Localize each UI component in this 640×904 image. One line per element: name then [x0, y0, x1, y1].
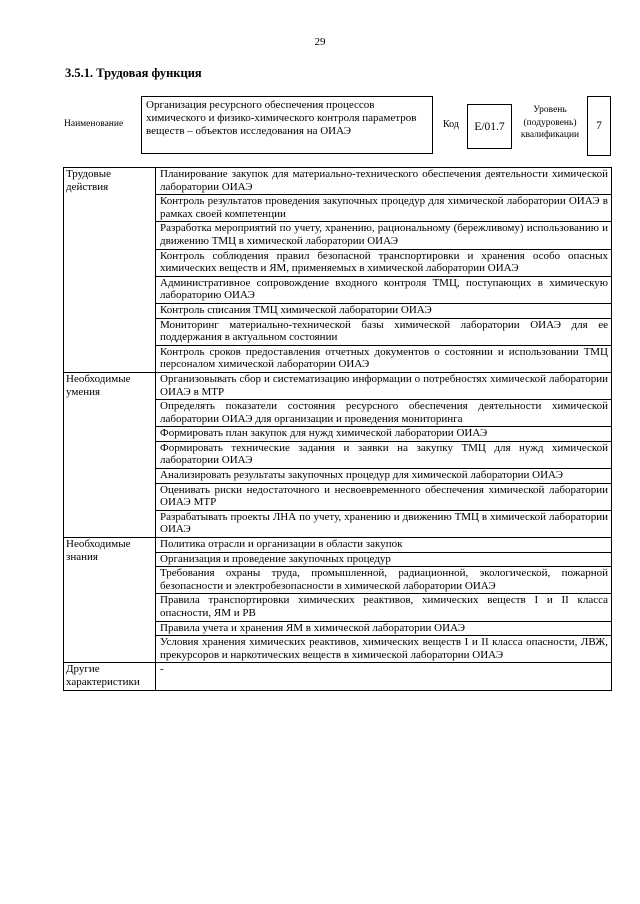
item-cell: Разрабатывать проекты ЛНА по учету, хранению и движению ТМЦ в химической лаборатории ОИАЭ — [156, 510, 612, 537]
table-row — [64, 663, 612, 690]
item-cell: Требования охраны труда, промышленной, радиационной, экологической, пожарной безопасности и электробезопасности в химической лаборатории ОИАЭ — [156, 567, 612, 594]
item-cell: Определять показатели состояния ресурсного обеспечения деятельности химической лаборатории ОИАЭ для организации и проведения мониторинга — [156, 400, 612, 427]
item-cell: Формировать план закупок для нужд химической лаборатории ОИАЭ — [156, 427, 612, 442]
page-number: 29 — [314, 36, 326, 48]
qualification-level-box: 7 — [587, 96, 611, 156]
item-cell: Организовывать сбор и систематизацию информации о потребностях химической лаборатории ОИАЭ в МТР — [156, 372, 612, 399]
code-label: Код — [443, 119, 459, 130]
qualification-level-label: Уровень (подуровень) квалификации — [520, 105, 580, 140]
table-row — [64, 168, 612, 195]
item-cell: Условия хранения химических реактивов, химических веществ I и II класса опасности, ЛВЖ, прекурсоров и наркотических веществ в химической лаборатории ОИАЭ — [156, 636, 612, 663]
item-cell: Контроль результатов проведения закупочных процедур для химической лаборатории ОИАЭ в рамках своей компетенции — [156, 195, 612, 222]
item-cell: Контроль соблюдения правил безопасной транспортировки и хранения особо опасных химических веществ и ЯМ, применяемых в химической лаборатории ОИАЭ — [156, 249, 612, 276]
item-cell: Формировать технические задания и заявки на закупку ТМЦ для нужд химической лаборатории ОИАЭ — [156, 441, 612, 468]
category-cell: Необходимые знания — [64, 538, 156, 663]
category-cell: Трудовые действия — [64, 168, 156, 373]
item-cell: Контроль сроков предоставления отчетных документов о состоянии и использовании ТМЦ персоналом химической лаборатории ОИАЭ — [156, 345, 612, 372]
item-cell: Мониторинг материально-технической базы химической лаборатории ОИАЭ для ее поддержания в актуальном состоянии — [156, 318, 612, 345]
item-cell: Политика отрасли и организации в области закупок — [156, 538, 612, 553]
item-cell: Организация и проведение закупочных процедур — [156, 552, 612, 567]
item-cell: Правила транспортировки химических реактивов, химических веществ I и II класса опасности, ЯМ и РВ — [156, 594, 612, 621]
item-cell: Анализировать результаты закупочных процедур для химической лаборатории ОИАЭ — [156, 469, 612, 484]
function-name-box: Организация ресурсного обеспечения процессов химического и физико-химического контроля параметров веществ – объектов исследования на ОИАЭ — [141, 96, 433, 154]
item-cell: Планирование закупок для материально-технического обеспечения деятельности химической лаборатории ОИАЭ — [156, 168, 612, 195]
item-cell: Оценивать риски недостаточного и несвоевременного обеспечения химической лаборатории ОИАЭ МТР — [156, 483, 612, 510]
category-cell: Другие характеристики — [64, 663, 156, 690]
function-table — [63, 167, 612, 691]
item-cell: Правила учета и хранения ЯМ в химической лаборатории ОИАЭ — [156, 621, 612, 636]
table-row — [64, 538, 612, 553]
name-label: Наименование — [64, 119, 124, 129]
category-cell: Необходимые умения — [64, 372, 156, 537]
item-cell: - — [156, 663, 612, 690]
item-cell: Разработка мероприятий по учету, хранению, рациональному (бережливому) использованию и движению ТМЦ в химической лаборатории ОИАЭ — [156, 222, 612, 249]
section-title: 3.5.1. Трудовая функция — [65, 66, 202, 80]
table-row — [64, 372, 612, 399]
code-box: E/01.7 — [467, 104, 512, 149]
item-cell: Контроль списания ТМЦ химической лаборатории ОИАЭ — [156, 303, 612, 318]
item-cell: Административное сопровождение входного контроля ТМЦ, поступающих в химическую лабораторию ОИАЭ — [156, 276, 612, 303]
